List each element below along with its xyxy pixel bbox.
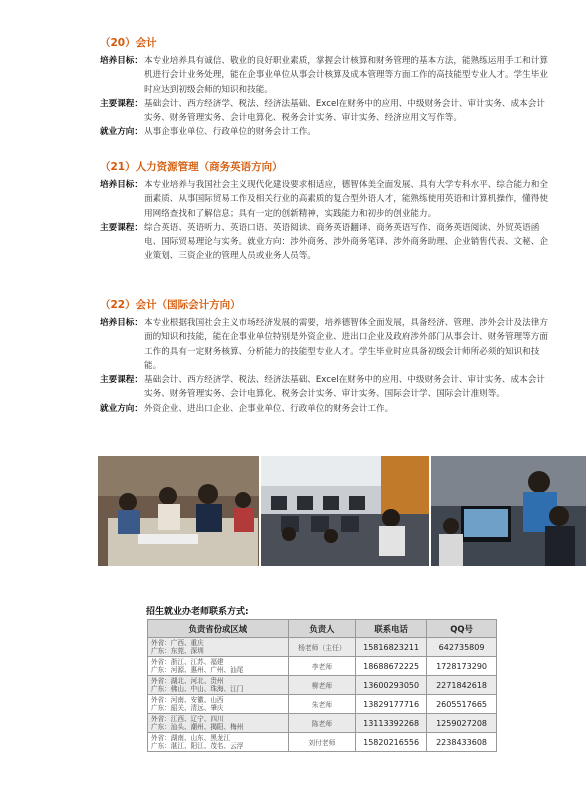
region-cell bbox=[148, 733, 289, 752]
row-label: 培养目标： bbox=[100, 318, 143, 328]
qq-cell: 642735809 bbox=[427, 638, 497, 657]
main-courses-row bbox=[100, 97, 550, 126]
row-text: 基础会计、西方经济学、税法、经济法基础、Excel在财务中的应用、中级财务会计、审计实务、成本会计实务、财务管理实务、会计电算化、税务会计实务、审计实务、国际会计学、国际会计准则等。 bbox=[144, 375, 545, 400]
qq-cell: 2605517665 bbox=[427, 695, 497, 714]
region-line: 外省：湖北、河北、贵州 bbox=[151, 677, 224, 685]
col-header-region: 负责省份或区域 bbox=[148, 620, 289, 638]
employment-row bbox=[100, 125, 550, 139]
contact-title: 招生就业办老师联系方式: bbox=[146, 607, 249, 617]
classroom-photo bbox=[98, 456, 259, 566]
region-cell bbox=[148, 638, 289, 657]
table-row bbox=[148, 733, 497, 752]
region-cell bbox=[148, 657, 289, 676]
person-cell: 朱老师 bbox=[288, 695, 356, 714]
training-goal-row bbox=[100, 54, 550, 97]
row-text: 本专业培养具有诚信、敬业的良好职业素质，掌握会计核算和财务管理的基本方法，能熟练运用手工和计算机进行会计业务处理，能在企事业单位从事会计核算及成本管理等方面工作的高技能型专业人才。学生毕业时应达到初级会师的知识和技能。 bbox=[144, 56, 548, 95]
qq-cell: 1728173290 bbox=[427, 657, 497, 676]
region-line: 广东：韶关、清远、肇庆 bbox=[151, 704, 224, 712]
table-row bbox=[148, 676, 497, 695]
person-cell: 陈老师 bbox=[288, 714, 356, 733]
table-row bbox=[148, 657, 497, 676]
contact-table bbox=[147, 619, 497, 752]
training-goal-row bbox=[100, 316, 550, 373]
row-label: 主要课程： bbox=[100, 98, 143, 109]
person-cell: 柳老师 bbox=[288, 676, 356, 695]
row-label: 就业方向： bbox=[100, 403, 143, 414]
row-text: 本专业培养与我国社会主义现代化建设要求相适应，德智体美全面发展、具有大学专科水平、综合能力和全面素质、从事国际贸易工作及相关行业的高素质的复合型外语人才，能熟练使用英语和计算机操作，懂得使用网络查找和了解信息；具有一定的创新精神，实践能力和初步的创业能力。 bbox=[144, 180, 548, 219]
region-line: 广东：汕头、潮州、揭阳、梅州 bbox=[151, 723, 244, 731]
region-line: 外省：湖南、山东、黑龙江 bbox=[151, 734, 231, 742]
person-cell: 杨老师（主任） bbox=[288, 638, 356, 657]
region-line: 外省：广西、重庆 bbox=[151, 639, 204, 647]
row-label: 主要课程： bbox=[100, 222, 143, 233]
employment-row bbox=[100, 402, 550, 416]
phone-cell: 15816823211 bbox=[356, 638, 427, 657]
table-header-row bbox=[148, 620, 497, 638]
region-line: 广东：东莞、深圳 bbox=[151, 647, 204, 655]
program-section-accounting bbox=[100, 36, 550, 140]
phone-cell: 13829177716 bbox=[356, 695, 427, 714]
row-label: 培养目标： bbox=[100, 180, 143, 190]
row-label: 主要课程： bbox=[100, 375, 143, 386]
phone-cell: 13600293050 bbox=[356, 676, 427, 695]
table-row bbox=[148, 638, 497, 657]
qq-cell: 2271842618 bbox=[427, 676, 497, 695]
region-line: 广东：河源、惠州、广州、汕尾 bbox=[151, 666, 244, 674]
instructor-photo bbox=[431, 456, 586, 566]
main-courses-row bbox=[100, 373, 550, 402]
table-row bbox=[148, 695, 497, 714]
phone-cell: 15820216556 bbox=[356, 733, 427, 752]
qq-cell: 2238433608 bbox=[427, 733, 497, 752]
row-text: 基础会计、西方经济学、税法、经济法基础、Excel在财务中的应用、中级财务会计、审计实务、成本会计实务、财务管理实务、会计电算化、税务会计实务、审计实务、经济应用文写作等。 bbox=[144, 98, 545, 124]
program-section-international-accounting bbox=[100, 298, 550, 416]
row-label: 培养目标： bbox=[100, 56, 143, 66]
region-line: 广东：湛江、阳江、茂名、云浮 bbox=[151, 742, 244, 750]
row-text: 从事企事业单位、行政单位的财务会计工作。 bbox=[144, 127, 316, 138]
section-title: （21）人力资源管理（商务英语方向） bbox=[100, 161, 283, 173]
computer-lab-photo bbox=[261, 456, 428, 566]
col-header-phone: 联系电话 bbox=[356, 620, 427, 638]
region-cell bbox=[148, 676, 289, 695]
region-line: 外省：江西、辽宁、四川 bbox=[151, 715, 224, 723]
region-line: 广东：佛山、中山、珠海、江门 bbox=[151, 685, 244, 693]
training-goal-row bbox=[100, 178, 550, 221]
col-header-person: 负责人 bbox=[288, 620, 356, 638]
photo-strip bbox=[98, 456, 586, 566]
region-cell bbox=[148, 714, 289, 733]
row-text: 本专业根据我国社会主义市场经济发展的需要，培养德智体全面发展，具备经济、管理、涉外会计及法律方面的知识和技能，能在企事业单位特别是外资企业、进出口企业及政府涉外部门从事会计、财务管理等方面工作的具有一定财务核算、分析能力的技能型专业人才。学生毕业时应具备初级会计师所必须的知识和技能。 bbox=[144, 318, 548, 371]
main-courses-row bbox=[100, 221, 550, 264]
section-title: （20）会计 bbox=[100, 37, 157, 49]
person-cell: 李老师 bbox=[288, 657, 356, 676]
section-title: （22）会计（国际会计方向） bbox=[100, 299, 241, 311]
qq-cell: 1259027208 bbox=[427, 714, 497, 733]
program-section-hr-business-english bbox=[100, 160, 550, 264]
row-text: 综合英语、英语听力、英语口语、英语阅读、商务英语翻译、商务英语写作、商务英语阅读、外贸英语函电、国际贸易理论与实务。就业方向：涉外商务、涉外商务笔译、涉外商务助理、企业销售代表、文秘、企业策划、三资企业的管理人员或业务人员等。 bbox=[144, 222, 548, 262]
person-cell: 刘付老师 bbox=[288, 733, 356, 752]
region-line: 外省：河南、安徽、山西 bbox=[151, 696, 224, 704]
row-label: 就业方向： bbox=[100, 127, 143, 138]
phone-cell: 18688672225 bbox=[356, 657, 427, 676]
table-row bbox=[148, 714, 497, 733]
col-header-qq: QQ号 bbox=[427, 620, 497, 638]
region-line: 外省：浙江、江苏、福建 bbox=[151, 658, 224, 666]
phone-cell: 13113392268 bbox=[356, 714, 427, 733]
region-cell bbox=[148, 695, 289, 714]
row-text: 外资企业、进出口企业、企事业单位、行政单位的财务会计工作。 bbox=[144, 403, 394, 414]
